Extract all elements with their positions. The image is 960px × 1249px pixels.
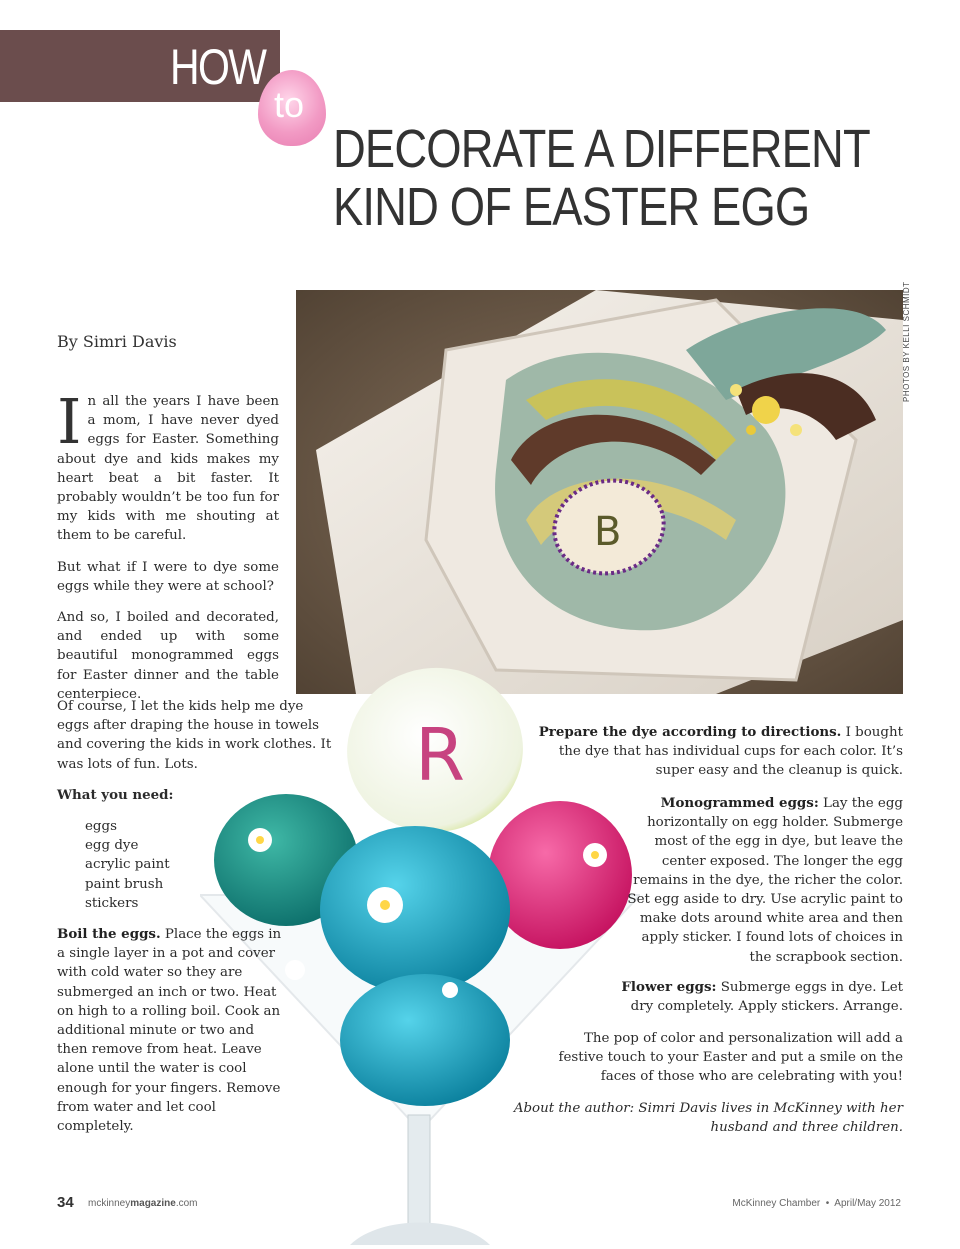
photo-credit: PHOTOS BY KELLI SCHMIDT	[902, 281, 911, 402]
dropcap: I	[57, 385, 82, 458]
title-line-1: DECORATE A DIFFERENT	[333, 119, 870, 179]
monogram-instructions: Monogrammed eggs: Lay the egg horizontally on egg holder. Submerge most of the egg in dye, but leave the center exposed. The longer the egg remains in the dye, the richer the color. Set egg aside to dry. Use acrylic paint to make dots around white area and then apply sticker. I found lots of choices in the scrapbook section.	[627, 795, 903, 965]
intro-paragraph-2: But what if I were to dye some eggs while they were at school?	[57, 559, 279, 594]
intro-paragraph-3: And so, I boiled and decorated, and ended up with some beautiful monogrammed eggs for Easter dinner and the table centerpiece.	[57, 610, 279, 702]
page-number: 34	[57, 1194, 74, 1211]
header-how: HOW	[170, 39, 266, 95]
closing-paragraph: The pop of color and personalization will add a festive touch to your Easter and put a smile on the faces of those who are celebrating with you!	[558, 1031, 903, 1085]
footer-site: mckinneymagazine.com	[88, 1198, 198, 1209]
dye-instructions: Prepare the dye according to directions. I bought the dye that has individual cups for each color. It’s super easy and the cleanup is quick.	[538, 724, 903, 779]
needs-heading: What you need:	[57, 786, 174, 803]
needs-list	[57, 817, 332, 913]
footer-issue: McKinney Chamber • April/May 2012	[732, 1198, 901, 1209]
byline: By Simri Davis	[57, 332, 177, 351]
needs-item: paint brush	[85, 876, 164, 892]
intro-paragraph-4: Of course, I let the kids help me dye eggs after draping the house in towels and covering the kids in work clothes. It was lots of fun. Lots.	[57, 699, 332, 772]
intro-paragraph-1: In all the years I have been a mom, I have never dyed eggs for Easter. Something about dye and kids makes my heart beat a bit faster. It probably wouldn’t be too fun for my kids with me shouting at them to be careful.	[57, 385, 279, 544]
egg-monogram-r: R	[415, 713, 466, 797]
lower-left-column	[57, 697, 332, 1148]
needs-item: stickers	[85, 895, 139, 911]
page-title	[333, 120, 870, 236]
intro-column	[57, 385, 279, 716]
boil-instructions: Boil the eggs. Place the eggs in a single layer in a pot and cover with cold water so they are submerged an inch or two. Heat on high to a rolling boil. Cook an additional minute or two and then remove from heat. Leave alone until the water is cool enough for your fingers. Remove from water and let cool completely.	[57, 926, 282, 1135]
needs-item: egg dye	[85, 838, 139, 854]
flower-instructions: Flower eggs: Submerge eggs in dye. Let dry completely. Apply stickers. Arrange.	[621, 979, 903, 1015]
needs-item: acrylic paint	[85, 857, 170, 873]
header-to: to	[274, 84, 305, 125]
title-line-2: KIND OF EASTER EGG	[333, 177, 810, 237]
author-bio: About the author: Simri Davis lives in McKinney with her husband and three children.	[513, 1101, 903, 1136]
photo-place-setting	[296, 290, 903, 694]
needs-item: eggs	[85, 819, 117, 835]
egg-monogram-b: B	[594, 509, 622, 555]
